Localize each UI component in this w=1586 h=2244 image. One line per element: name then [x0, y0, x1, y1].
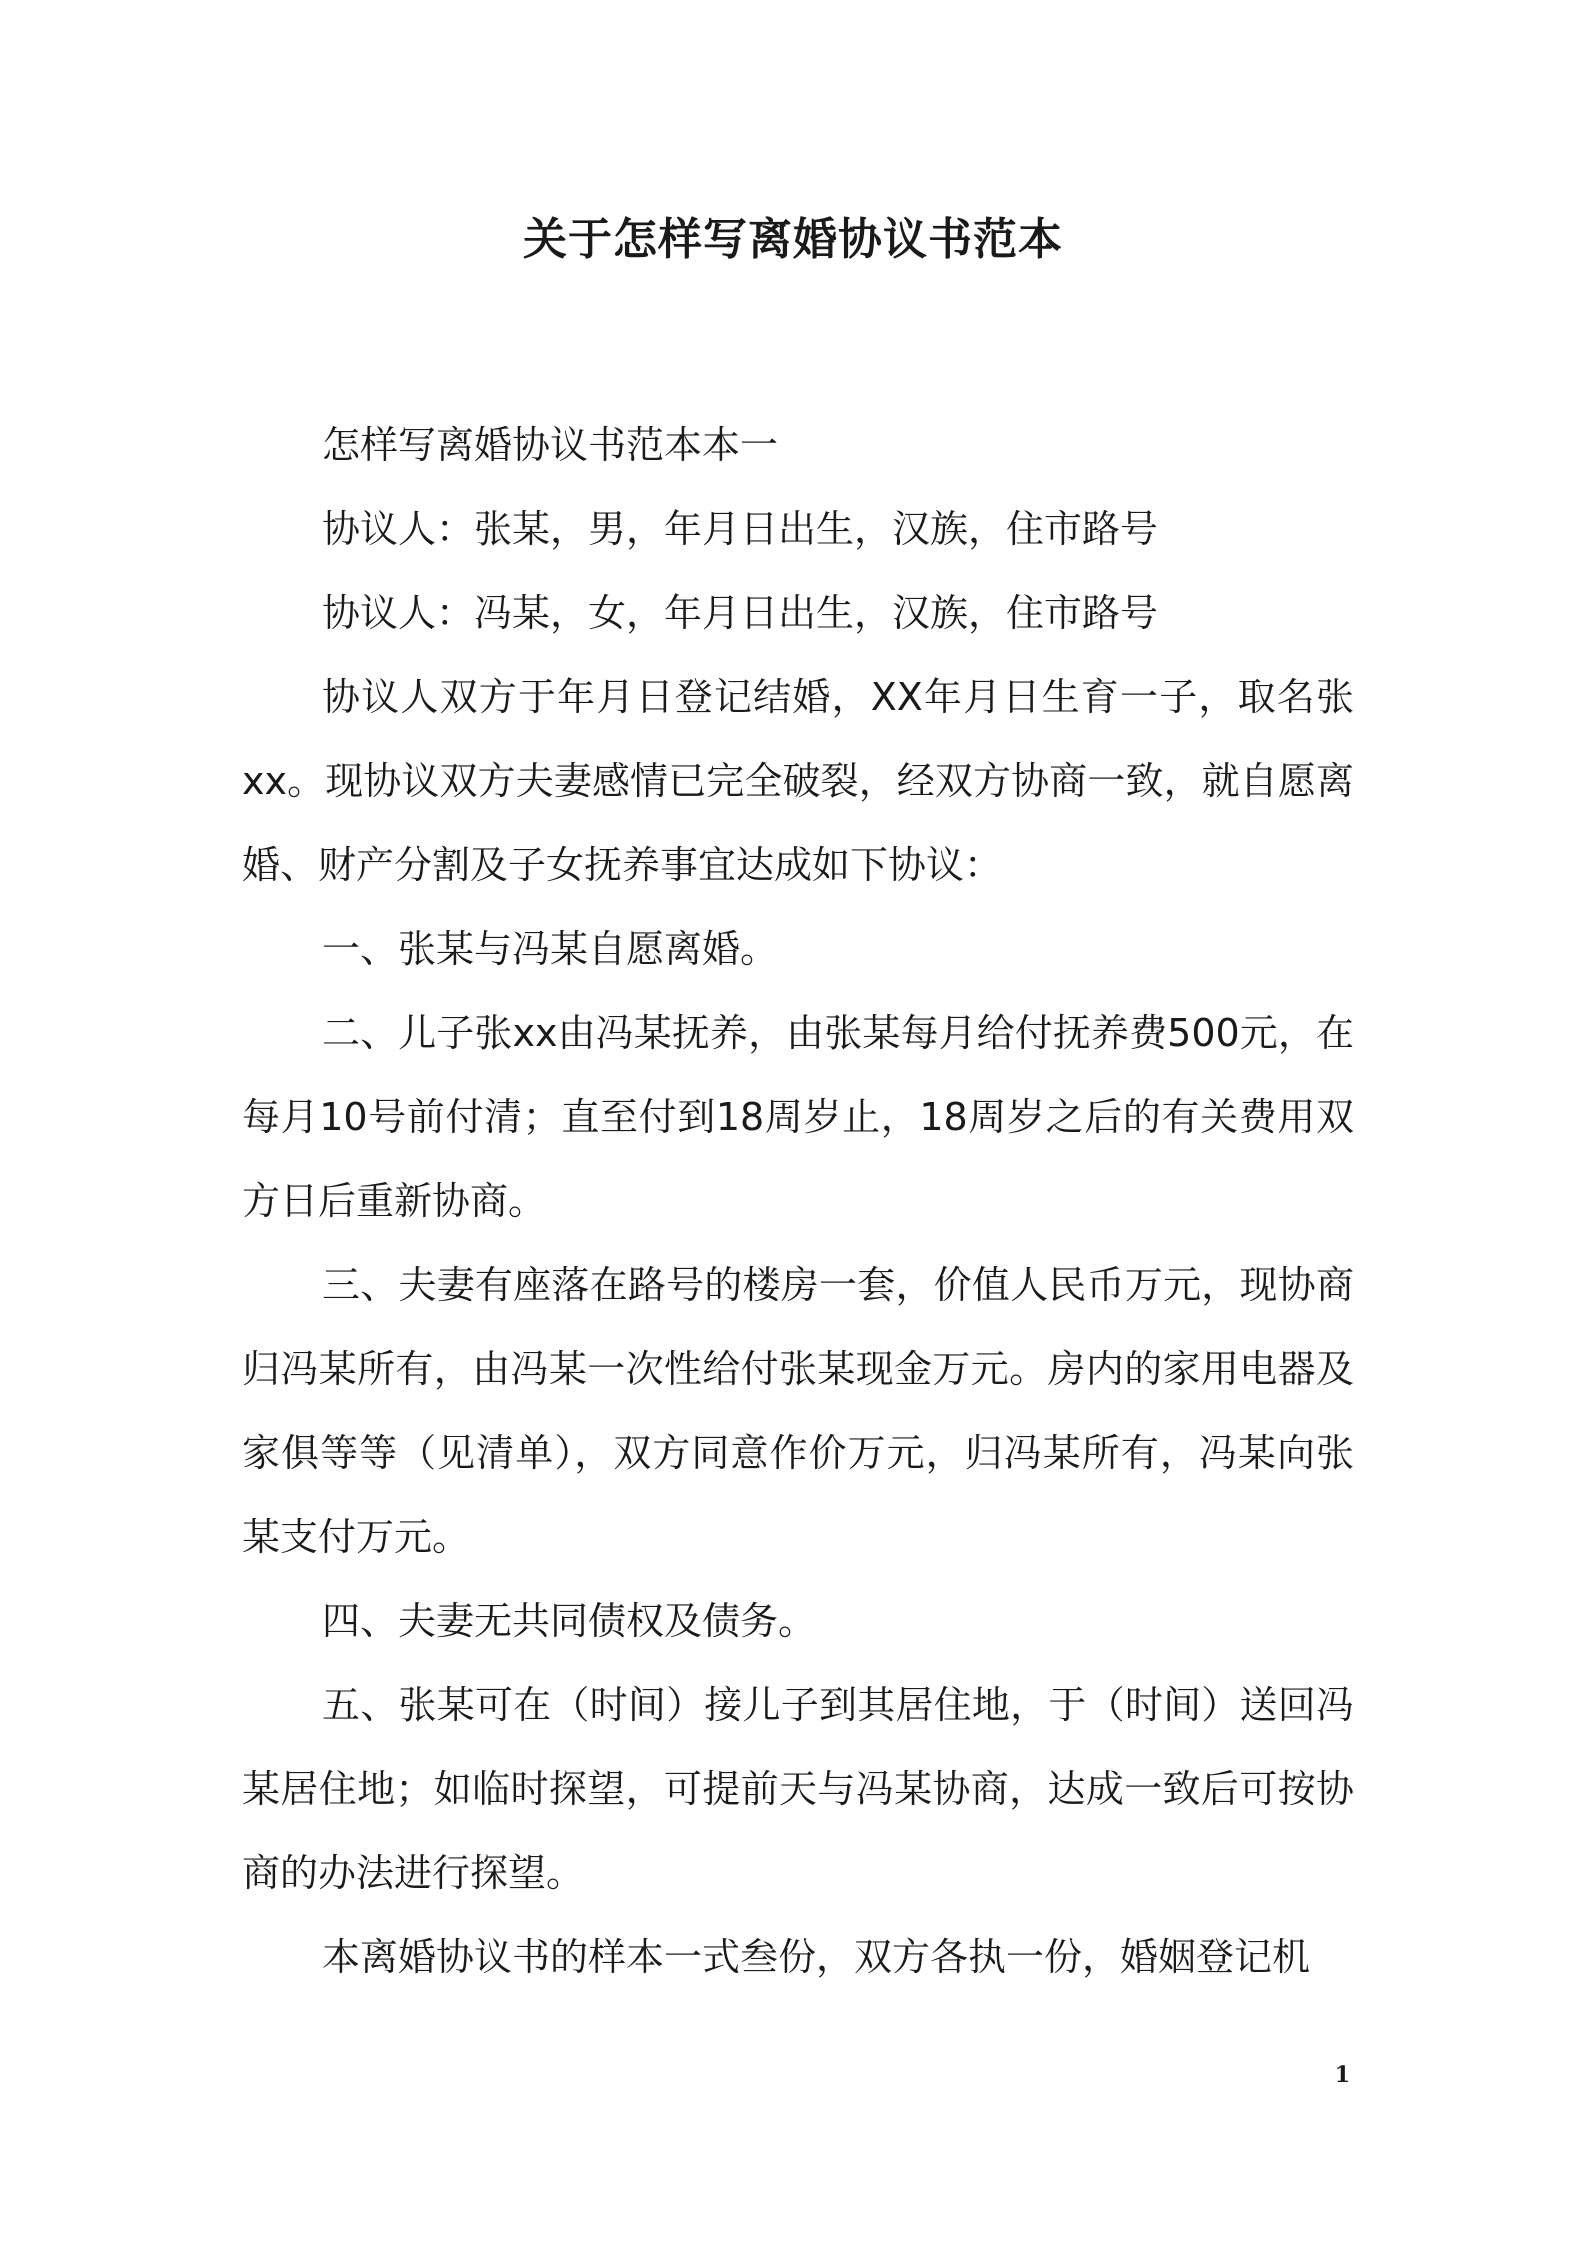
paragraph-clause-1: 一、张某与冯某自愿离婚。 — [322, 927, 779, 971]
paragraph-party-2: 协议人：冯某，女，年月日出生，汉族，住市路号 — [322, 591, 1159, 635]
paragraph-heading: 怎样写离婚协议书范本本一 — [322, 423, 779, 467]
paragraph-clause-3: 三、夫妻有座落在路号的楼房一套，价值人民币万元，现协商归冯某所有，由冯某一次性给付张某现金万元。房内的家用电器及家俱等等（见清单），双方同意作价万元，归冯某所有，冯某向张某支付万元。 — [242, 1263, 1354, 1559]
paragraph-clause-4: 四、夫妻无共同债权及债务。 — [322, 1599, 817, 1643]
paragraph-clause-2: 二、儿子张xx由冯某抚养，由张某每月给付抚养费500元，在每月10号前付清；直至付到18周岁止，18周岁之后的有关费用双方日后重新协商。 — [242, 1011, 1354, 1223]
paragraph-intro: 协议人双方于年月日登记结婚，XX年月日生育一子，取名张xx。现协议双方夫妻感情已完全破裂，经双方协商一致，就自愿离婚、财产分割及子女抚养事宜达成如下协议： — [242, 675, 1354, 887]
paragraph-party-1: 协议人：张某，男，年月日出生，汉族，住市路号 — [322, 507, 1159, 551]
paragraph-clause-5: 五、张某可在（时间）接儿子到其居住地，于（时间）送回冯某居住地；如临时探望，可提前天与冯某协商，达成一致后可按协商的办法进行探望。 — [242, 1683, 1354, 1895]
page-number: 1 — [1334, 2062, 1350, 2088]
paragraph-closing: 本离婚协议书的样本一式叁份，双方各执一份，婚姻登记机 — [322, 1935, 1311, 1979]
document-body — [242, 403, 1354, 1999]
document-title: 关于怎样写离婚协议书范本 — [523, 214, 1063, 265]
